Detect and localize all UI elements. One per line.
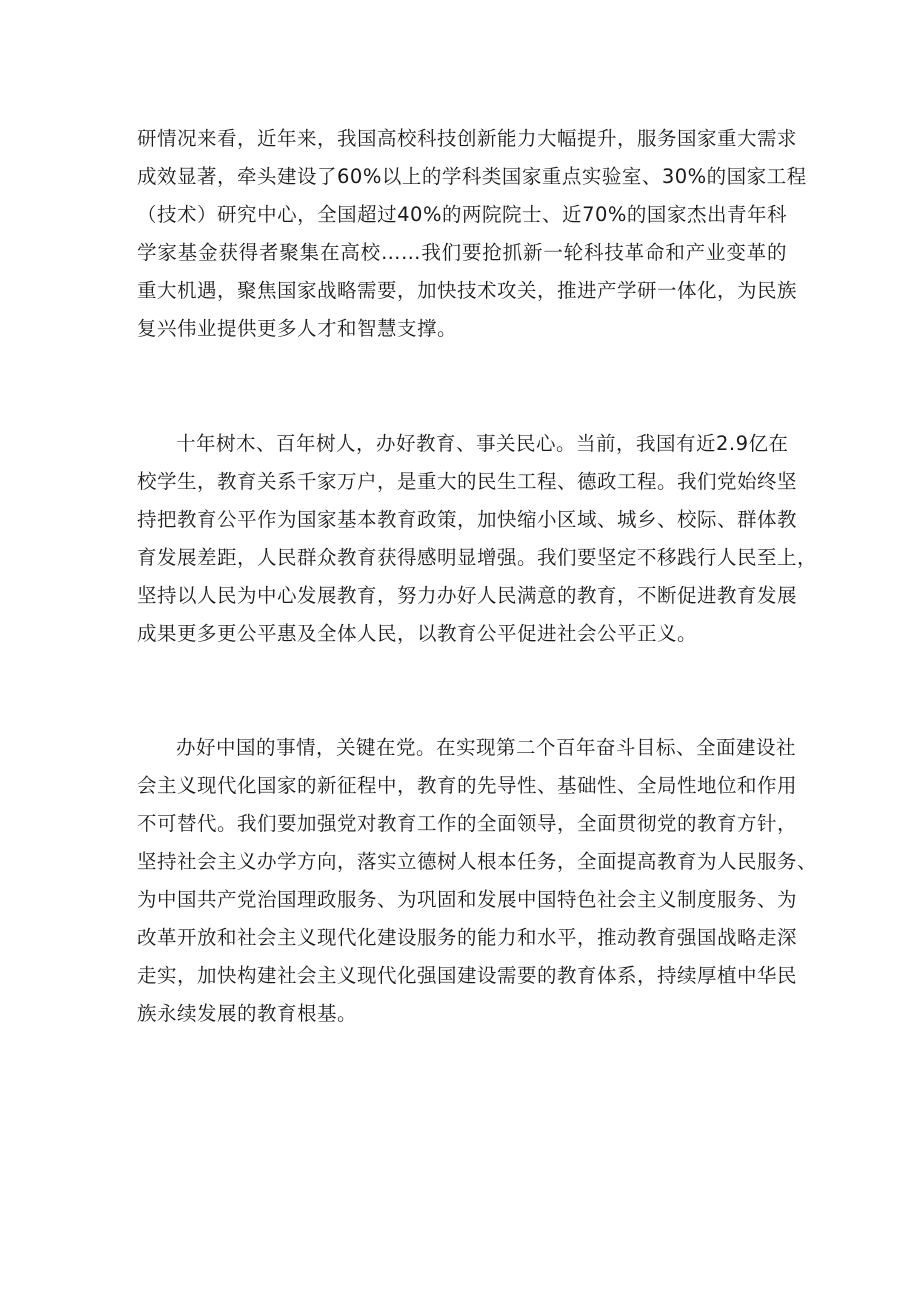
paragraph-line: 坚持以人民为中心发展教育，努力办好人民满意的教育，不断促进教育发展	[137, 584, 798, 607]
paragraph-line: 持把教育公平作为国家基本教育政策，加快缩小区域、城乡、校际、群体教	[137, 508, 798, 531]
paragraph-line: 走实，加快构建社会主义现代化强国建设需要的教育体系，持续厚植中华民	[137, 964, 798, 987]
paragraph-line: 为中国共产党治国理政服务、为巩固和发展中国特色社会主义制度服务、为	[137, 888, 798, 911]
paragraph-line: 校学生，教育关系千家万户，是重大的民生工程、德政工程。我们党始终坚	[137, 470, 798, 493]
paragraph-line: 改革开放和社会主义现代化建设服务的能力和水平，推动教育强国战略走深	[137, 926, 798, 949]
paragraph-line: 不可替代。我们要加强党对教育工作的全面领导，全面贯彻党的教育方针，	[137, 812, 798, 835]
paragraph-line: 办好中国的事情，关键在党。在实现第二个百年奋斗目标、全面建设社	[176, 736, 797, 759]
paragraph-3	[137, 729, 818, 1033]
paragraph-line: 族永续发展的教育根基。	[137, 1002, 358, 1025]
paragraph-line: 十年树木、百年树人，办好教育、事关民心。当前，我国有近2.9亿在	[176, 432, 789, 455]
paragraph-2	[137, 425, 818, 653]
paragraph-line: 会主义现代化国家的新征程中，教育的先导性、基础性、全局性地位和作用	[137, 774, 798, 797]
paragraph-line: 育发展差距，人民群众教育获得感明显增强。我们要坚定不移践行人民至上，	[137, 546, 818, 569]
paragraph-line: 坚持社会主义办学方向，落实立德树人根本任务，全面提高教育为人民服务、	[137, 850, 818, 873]
paragraph-line: 成效显著，牵头建设了60%以上的学科类国家重点实验室、30%的国家工程	[137, 165, 807, 188]
paragraph-line: 复兴伟业提供更多人才和智慧支撑。	[137, 317, 458, 340]
paragraph-line: 研情况来看，近年来，我国高校科技创新能力大幅提升，服务国家重大需求	[137, 127, 798, 150]
paragraph-line: 学家基金获得者聚集在高校……我们要抢抓新一轮科技革命和产业变革的	[137, 241, 787, 264]
paragraph-line: 成果更多更公平惠及全体人民，以教育公平促进社会公平正义。	[137, 622, 698, 645]
paragraph-1	[137, 120, 807, 348]
paragraph-line: 重大机遇，聚焦国家战略需要，加快技术攻关，推进产学研一体化，为民族	[137, 279, 798, 302]
paragraph-line: （技术）研究中心，全国超过40%的两院院士、近70%的国家杰出青年科	[137, 203, 787, 226]
